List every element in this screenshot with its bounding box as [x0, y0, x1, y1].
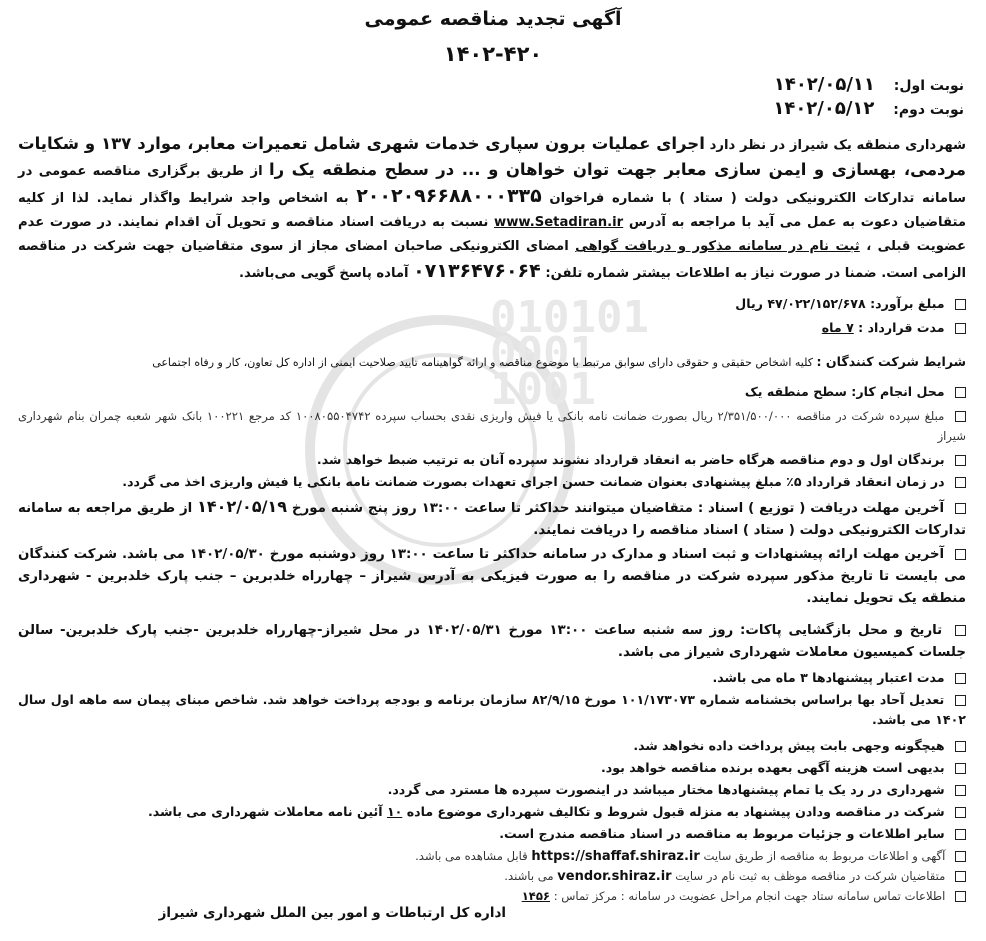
reject-row [18, 780, 966, 800]
checkbox-icon [955, 625, 966, 636]
receive-deadline-row [18, 496, 966, 542]
checkbox-icon [955, 871, 966, 882]
checkbox-icon [955, 503, 966, 514]
first-publication-date: ۱۴۰۲/۰۵/۱۱ [773, 74, 875, 95]
place-text: محل انجام کار: سطح منطقه یک [744, 384, 945, 399]
first-publication [774, 74, 964, 95]
reject-text: شهرداری در رد یک یا تمام پیشنهادها مختار میباشد در اینصورت سپرده ها مسترد می گردد. [387, 782, 945, 797]
first-publication-label: نوبت اول: [893, 78, 964, 94]
opening-row [18, 620, 966, 664]
duration-value: ۷ ماه [821, 320, 854, 335]
shaffaf-link[interactable]: https://shaffaf.shiraz.ir [531, 849, 700, 864]
estimate-label: مبلغ برآورد: [870, 296, 945, 311]
checkbox-icon [955, 549, 966, 560]
vendor-row [18, 866, 966, 887]
adjustment-text: تعدیل آحاد بها براساس بخشنامه شماره ۱۰۱/۱۷۳۰۷۳ مورخ ۸۲/۹/۱۵ سازمان برنامه و بودجه پرداخت خواهد شد. شاخص مبنای پیمان سه ماهه اول سال ۱۴۰۲ می باشد. [18, 692, 966, 727]
acceptance-text-b: آئین نامه معاملات شهرداری می باشد. [148, 804, 383, 819]
intro-text-4: به اشخاص واجد شرایط واگذار نماید. لذا از کلیه متقاضیان دعوت به عمل می آید با مراجعه به آدرس [18, 191, 967, 230]
adjustment-row [18, 690, 966, 730]
winners-row [18, 450, 966, 470]
notice-title: آگهی تجدید مناقصه عمومی [364, 8, 622, 30]
watermark-digits: 010101 0001 1001 [490, 292, 649, 415]
acceptance-text-a: شرکت در مناقصه ودادن پیشنهاد به منزله قبول شروط و تکالیف شهرداری موضوع ماده [406, 804, 945, 819]
checkbox-icon [955, 411, 966, 422]
intro-text-7: امضای الکترونیکی صاحبان امضای مجاز از سوی متقاضیان جهت شرکت در مناقصه الزامی است. ضمنا در صورت نیاز به اطلاعات بیشتر شماره تلفن: [18, 239, 966, 281]
guarantee-row [18, 472, 966, 492]
checkbox-icon [955, 891, 966, 902]
conditions-row [18, 352, 966, 373]
shaffaf-text-a: آگهی و اطلاعات مربوط به مناقصه از طریق سایت [703, 849, 946, 863]
other-info-row [18, 824, 966, 844]
conditions-text: کلیه اشخاص حقیقی و حقوقی دارای سوابق مرتبط با موضوع مناقصه و ارائه گواهینامه تایید صلاحیت ایمنی از اداره کل تعاون، کار و رفاه اجتماعی [152, 356, 813, 369]
no-advance-text: هیچگونه وجهی بابت پیش پرداخت داده نخواهد شد. [633, 738, 945, 753]
intro-subject: اجرای عملیات برون سپاری خدمات شهری شامل تعمیرات معابر، موارد ۱۳۷ و شکایات مردمی، بهسازی و ایمن سازی معابر جهت توان خواهان و ... در سطح منطقه یک را [18, 134, 966, 179]
other-info-text: سایر اطلاعات و جزئیات مربوط به مناقصه در اسناد مناقصه مندرج است. [499, 826, 945, 841]
vendor-link[interactable]: vendor.shiraz.ir [557, 869, 672, 884]
checkbox-icon [955, 387, 966, 398]
checkbox-icon [955, 763, 966, 774]
checkbox-icon [955, 695, 966, 706]
intro-text-1: شهرداری منطقه یک شیراز در نظر دارد [709, 138, 967, 153]
vendor-text-b: می باشند. [504, 869, 554, 883]
estimate-value: ۴۷/۰۲۲/۱۵۲/۶۷۸ ریال [735, 296, 866, 311]
checkbox-icon [955, 829, 966, 840]
intro-text-6: ثبت نام در سامانه مذکور و دریافت گواهی [575, 239, 860, 254]
estimate-row [18, 294, 966, 314]
winners-text: برندگان اول و دوم مناقصه هرگاه حاضر به انعقاد قرارداد نشوند سپرده آنان به ترتیب ضبط خواهد شد. [316, 452, 945, 467]
setad-contact-row [18, 886, 966, 906]
receive-deadline-text-a: آخرین مهلت دریافت ( توزیع ) اسناد : متقاضیان میتوانند حداکثر تا ساعت ۱۳:۰۰ روز پنج شنبه مورخ [291, 501, 945, 516]
setad-contact-text: اطلاعات تماس سامانه ستاد جهت انجام مراحل عضویت در سامانه : مرکز تماس : [553, 889, 946, 903]
checkbox-icon [955, 323, 966, 334]
checkbox-icon [955, 807, 966, 818]
submit-deadline-text: آخرین مهلت ارائه پیشنهادات و ثبت اسناد و مدارک در سامانه حداکثر تا ساعت ۱۳:۰۰ روز دوشنبه مورخ ۱۴۰۲/۰۵/۳۰ می باشد. شرکت کنندگان می بایست تا تاریخ مذکور سپرده شرکت در مناقصه را به صورت فیزیکی به آدرس شیراز – چهارراه خلدبرین – جنب پارک خلدبرین - شهرداری منطقه یک تحویل نمایند. [18, 547, 966, 606]
acceptance-row [18, 802, 966, 822]
guarantee-text: در زمان انعقاد قرارداد ۵٪ مبلغ پیشنهادی بعنوان ضمانت حسن اجرای تعهدات بصورت ضمانت نامه بانکی یا فیش واریزی اخذ می گردد. [122, 474, 945, 489]
intro-text-3: از طریق برگزاری مناقصه عمومی در سامانه تدارکات الکترونیکی دولت ( ستاد ) با شماره فراخوان [18, 164, 967, 206]
setad-contact-number: ۱۴۵۶ [521, 889, 550, 903]
validity-row [18, 668, 966, 688]
second-publication [773, 98, 964, 119]
checkbox-icon [955, 299, 966, 310]
contact-phone: ۰۷۱۳۶۴۷۶۰۶۴ [413, 260, 541, 282]
department-signature: اداره کل ارتباطات و امور بین الملل شهرداری شیراز [158, 905, 506, 921]
duration-label: مدت قرارداد : [858, 320, 945, 335]
no-advance-row [18, 736, 966, 756]
intro-text-5: نسبت به دریافت اسناد مناقصه و تحویل آن اقدام نمایند. در صورت عدم عضویت قبلی ، [18, 215, 966, 254]
checkbox-icon [955, 455, 966, 466]
deposit-text: مبلغ سپرده شرکت در مناقصه ۲/۳۵۱/۵۰۰/۰۰۰ ریال بصورت ضمانت نامه بانکی یا فیش واریزی نقدی بحساب سپرده ۱۰۰۸۰۵۵۰۴۷۴۲ کد مرجع ۱۰۰۲۲۱ بانک شهر شعبه چمران بنام شهرداری شیراز [18, 409, 966, 443]
checkbox-icon [955, 477, 966, 488]
acceptance-article-number: ۱۰ [386, 804, 403, 819]
intro-paragraph [18, 132, 966, 286]
receive-deadline-text-b: از طریق مراجعه به سامانه تدارکات الکترونیکی دولت ( ستاد ) اسناد مناقصه را دریافت نمایند. [18, 501, 966, 538]
vendor-text-a: متقاضیان شرکت در مناقصه موظف به ثبت نام در سایت [675, 869, 946, 883]
setad-website-link[interactable]: www.Setadiran.ir [494, 215, 624, 230]
checkbox-icon [955, 673, 966, 684]
tender-number: ۱۴۰۲-۴۲۰ [443, 42, 543, 66]
place-row [18, 382, 966, 402]
checkbox-icon [955, 741, 966, 752]
ad-cost-row [18, 758, 966, 778]
receive-deadline-date: ۱۴۰۲/۰۵/۱۹ [197, 497, 287, 516]
conditions-label: شرایط شرکت کنندگان : [816, 354, 966, 369]
second-publication-date: ۱۴۰۲/۰۵/۱۲ [773, 98, 875, 119]
duration-row [18, 318, 966, 338]
intro-text-8: آماده پاسخ گویی می‌باشد. [239, 266, 409, 281]
checkbox-icon [955, 851, 966, 862]
ad-cost-text: بدیهی است هزینه آگهی بعهده برنده مناقصه خواهد بود. [600, 760, 945, 775]
submit-deadline-row [18, 544, 966, 610]
deposit-row [18, 406, 966, 446]
validity-text: مدت اعتبار پیشنهادها ۳ ماه می باشد. [712, 670, 945, 685]
call-number: ۲۰۰۲۰۹۶۶۸۸۰۰۰۳۳۵ [356, 185, 542, 207]
shaffaf-text-b: قابل مشاهده می باشد. [415, 849, 528, 863]
checkbox-icon [955, 785, 966, 796]
shaffaf-row [18, 846, 966, 867]
second-publication-label: نوبت دوم: [893, 102, 964, 118]
opening-text: تاریخ و محل بازگشایی پاکات: روز سه شنبه ساعت ۱۳:۰۰ مورخ ۱۴۰۲/۰۵/۳۱ در محل شیراز-چهارراه خلدبرین -جنب پارک خلدبرین- سالن جلسات کمیسیون معاملات شهرداری شیراز می باشد. [18, 623, 966, 660]
